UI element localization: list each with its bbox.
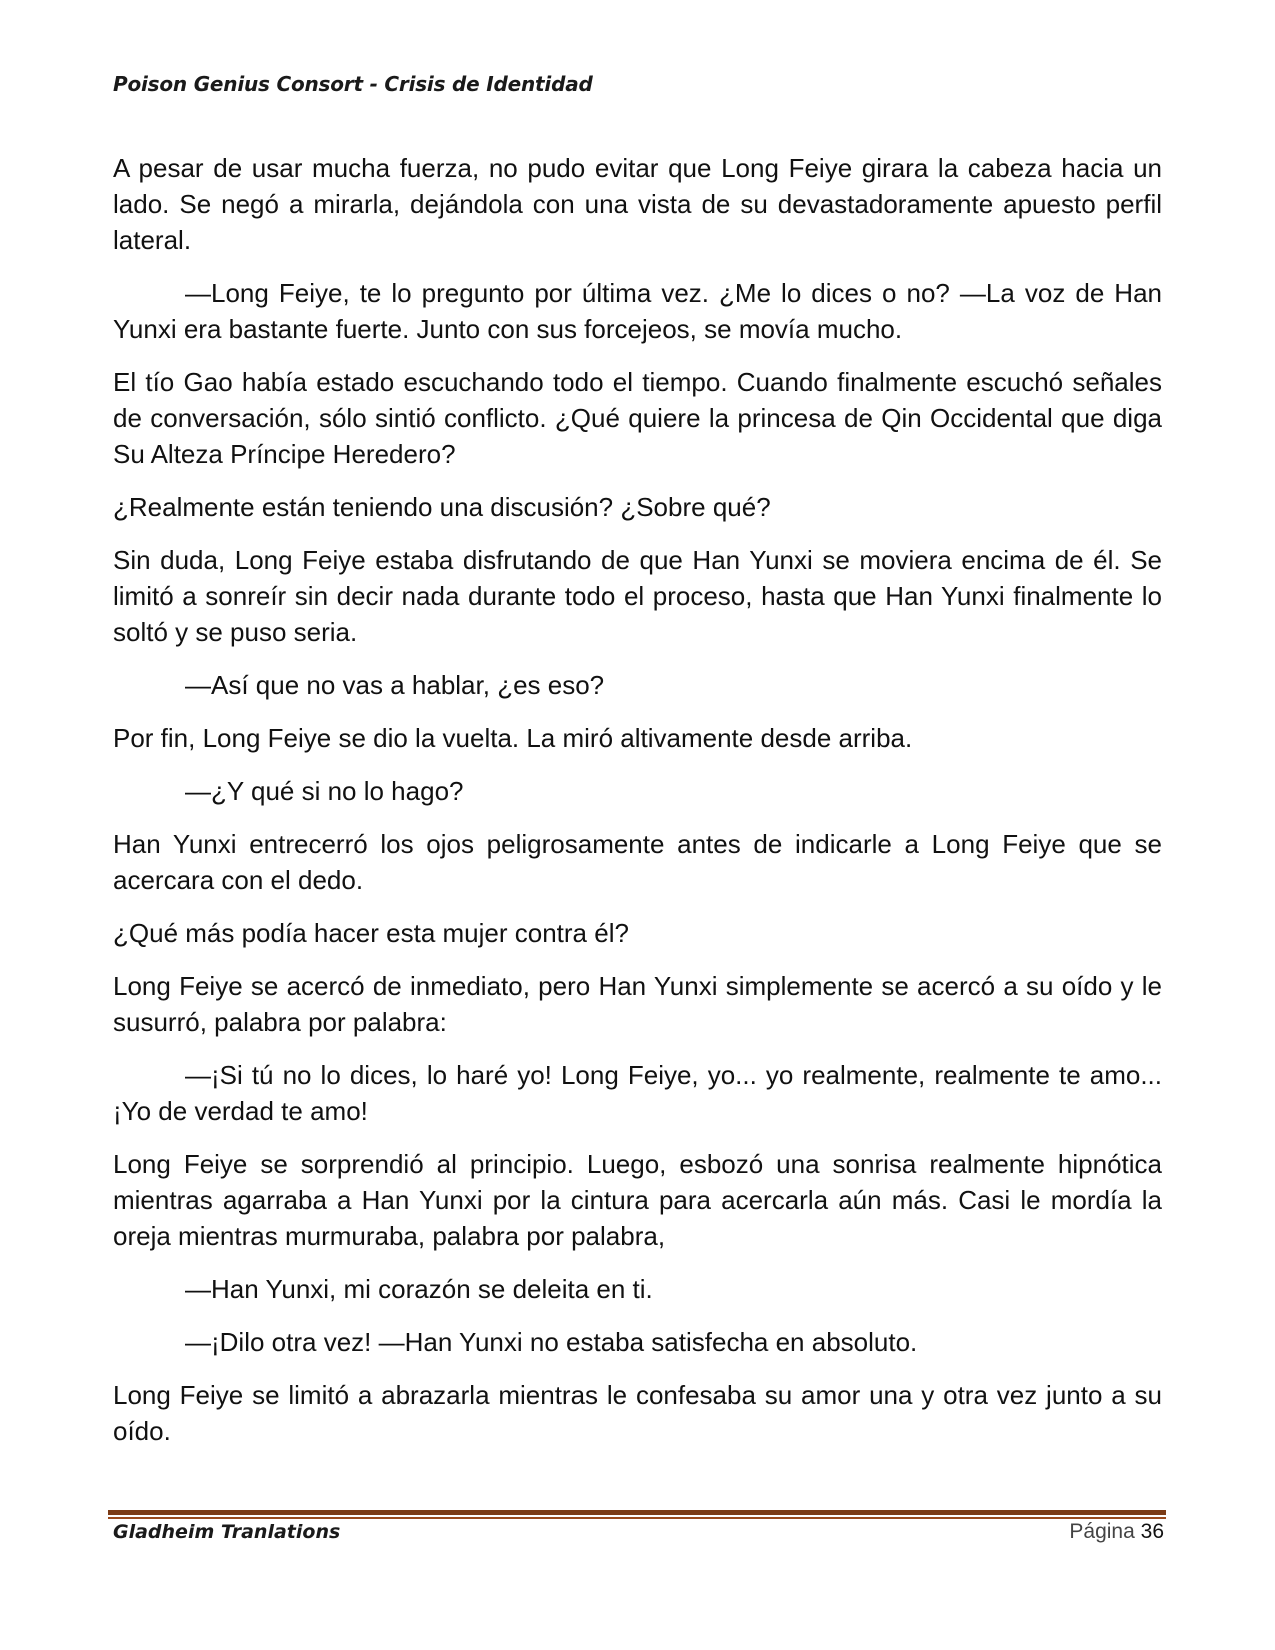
- paragraph-15: —¡Dilo otra vez! —Han Yunxi no estaba satisfecha en absoluto.: [185, 1327, 918, 1357]
- paragraph-14: —Han Yunxi, mi corazón se deleita en ti.: [185, 1274, 653, 1304]
- paragraph-3: El tío Gao había estado escuchando todo el tiempo. Cuando finalmente escuchó señales de conversación, sólo sintió conflicto. ¿Qué quiere la princesa de Qin Occidental que diga Su Alteza Príncipe Heredero?: [113, 367, 1162, 469]
- page-header-title: Poison Genius Consort - Crisis de Identidad: [113, 72, 593, 96]
- paragraph-11: Long Feiye se acercó de inmediato, pero Han Yunxi simplemente se acercó a su oído y le susurró, palabra por palabra:: [113, 971, 1162, 1037]
- paragraph-12: —¡Si tú no lo dices, lo haré yo! Long Feiye, yo... yo realmente, realmente te amo... ¡Yo de verdad te amo!: [113, 1060, 1162, 1126]
- paragraph-16: Long Feiye se limitó a abrazarla mientras le confesaba su amor una y otra vez junto a su oído.: [113, 1380, 1162, 1446]
- footer-publisher: Gladheim Tranlations: [113, 1521, 341, 1543]
- paragraph-13: Long Feiye se sorprendió al principio. Luego, esbozó una sonrisa realmente hipnótica mientras agarraba a Han Yunxi por la cintura para acercarla aún más. Casi le mordía la oreja mientras murmuraba, palabra por palabra,: [113, 1149, 1162, 1251]
- paragraph-1: A pesar de usar mucha fuerza, no pudo evitar que Long Feiye girara la cabeza hacia un lado. Se negó a mirarla, dejándola con una vista de su devastadoramente apuesto perfil lateral.: [113, 153, 1162, 255]
- paragraph-6: —Así que no vas a hablar, ¿es eso?: [185, 670, 605, 700]
- paragraph-8: —¿Y qué si no lo hago?: [185, 776, 464, 806]
- paragraph-2: —Long Feiye, te lo pregunto por última vez. ¿Me lo dices o no? —La voz de Han Yunxi era bastante fuerte. Junto con sus forcejeos, se movía mucho.: [113, 278, 1162, 344]
- paragraph-4: ¿Realmente están teniendo una discusión? ¿Sobre qué?: [113, 492, 771, 522]
- footer-page-indicator: [1069, 1520, 1164, 1544]
- footer-divider-thick-line: [108, 1510, 1166, 1515]
- footer-page-number: 36: [1140, 1520, 1164, 1543]
- footer-divider: [108, 1510, 1166, 1519]
- footer-divider-thin-line: [108, 1517, 1166, 1519]
- paragraph-5: Sin duda, Long Feiye estaba disfrutando de que Han Yunxi se moviera encima de él. Se limitó a sonreír sin decir nada durante todo el proceso, hasta que Han Yunxi finalmente lo soltó y se puso seria.: [113, 545, 1162, 647]
- document-body: [113, 150, 1162, 1466]
- footer-page-label: Página: [1069, 1520, 1135, 1543]
- paragraph-9: Han Yunxi entrecerró los ojos peligrosamente antes de indicarle a Long Feiye que se acercara con el dedo.: [113, 829, 1162, 895]
- paragraph-7: Por fin, Long Feiye se dio la vuelta. La miró altivamente desde arriba.: [113, 723, 913, 753]
- paragraph-10: ¿Qué más podía hacer esta mujer contra él?: [113, 918, 629, 948]
